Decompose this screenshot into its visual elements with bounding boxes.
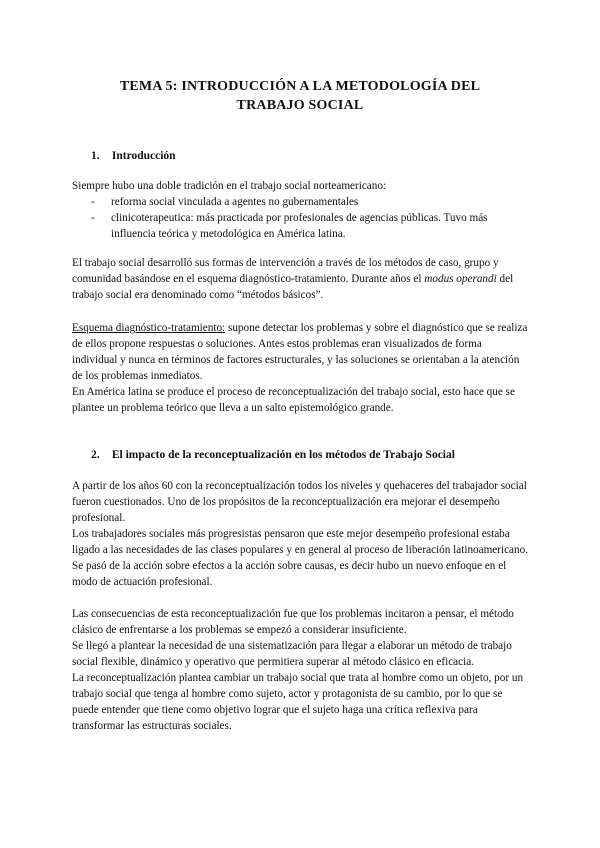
- paragraph: Los trabajadores sociales más progresistas pensaron que este mejor desempeño profesional estaba ligado a las necesidades de las clases populares y en general al proceso de liberación latinoamericano. Se pasó de la acción sobre efectos a la acción sobre causas, es decir hubo un nuevo enfoque en el modo de actuación profesional.: [72, 528, 529, 588]
- section-2-heading: [91, 447, 455, 463]
- paragraph: La reconceptualización plantea cambiar un trabajo social que trata al hombre como un objeto, por un trabajo social que tenga al hombre como sujeto, actor y protagonista de su cambio, por lo que se puede entender que tiene como objetivo lograr que el sujeto haga una crítica reflexiva para transformar las estructuras sociales.: [72, 672, 524, 732]
- section-1-paragraph-2: [72, 255, 528, 303]
- paragraph-text: supone detectar los problemas y sobre el diagnóstico que se realiza de ellos propone respuestas o soluciones. Antes estos problemas eran visualizados de forma individual y nunca en términos de factores estructurales, y las soluciones se orientaban a la atención de los problemas inmediatos.: [72, 322, 528, 382]
- paragraph-text: del trabajo social era denominado como “métodos básicos”.: [72, 273, 514, 301]
- title-line-1: TEMA 5: INTRODUCCIÓN A LA METODOLOGÍA DEL: [119, 79, 481, 94]
- section-1-intro-block: [72, 178, 528, 242]
- section-1-heading: [91, 148, 176, 164]
- list-item: [72, 194, 528, 210]
- section-1-title: Introducción: [111, 150, 176, 162]
- paragraph-text: El trabajo social desarrolló sus formas de intervención a través de los métodos de caso, grupo y comunidad basándose en el esquema diagnóstico-tratamiento. Durante años el: [72, 257, 499, 285]
- paragraph: A partir de los años 60 con la reconceptualización todos los niveles y quehaceres del trabajador social fueron cuestionados. Uno de los propósitos de la reconceptualización era mejorar el desempeño profesional.: [72, 480, 527, 524]
- document-title: [60, 77, 540, 115]
- section-2-title: El impacto de la reconceptualización en los métodos de Trabajo Social: [111, 449, 455, 461]
- italic-term: modus operandi: [424, 273, 497, 285]
- list-item-text: clinicoterapeutica: más practicada por profesionales de agencias públicas. Tuvo más influencia teórica y metodológica en América latina.: [111, 212, 488, 240]
- paragraph: [72, 320, 528, 384]
- bullet-dash: -: [91, 212, 95, 224]
- section-2-block-1: [72, 478, 528, 590]
- section-2-number: 2.: [91, 449, 100, 461]
- paragraph: Se llegó a plantear la necesidad de una sistematización para llegar a elaborar un método de trabajo social flexible, dinámico y operativo que permitiera superar al método clásico en eficacia.: [72, 640, 512, 668]
- section-2-block-2: [72, 606, 528, 734]
- paragraph: Las consecuencias de esta reconceptualización fue que los problemas incitaron a pensar, el método clásico de enfrentarse a los problemas se empezó a considerar insuficiente.: [72, 608, 514, 636]
- list-item-text: reforma social vinculada a agentes no gubernamentales: [111, 196, 359, 208]
- section-1-intro: Siempre hubo una doble tradición en el trabajo social norteamericano:: [72, 180, 387, 192]
- section-1-number: 1.: [91, 150, 100, 162]
- title-line-2: TRABAJO SOCIAL: [236, 98, 364, 113]
- list-item: [72, 210, 528, 242]
- section-1-paragraph-3: [72, 320, 528, 416]
- paragraph: [72, 255, 528, 303]
- bullet-dash: -: [91, 196, 95, 208]
- paragraph: En América latina se produce el proceso de reconceptualización del trabajo social, esto hace que se plantee un problema teórico que lleva a un salto epistemológico grande.: [72, 386, 515, 414]
- tradition-list: [72, 194, 528, 242]
- underlined-term: Esquema diagnóstico-tratamiento:: [72, 322, 226, 334]
